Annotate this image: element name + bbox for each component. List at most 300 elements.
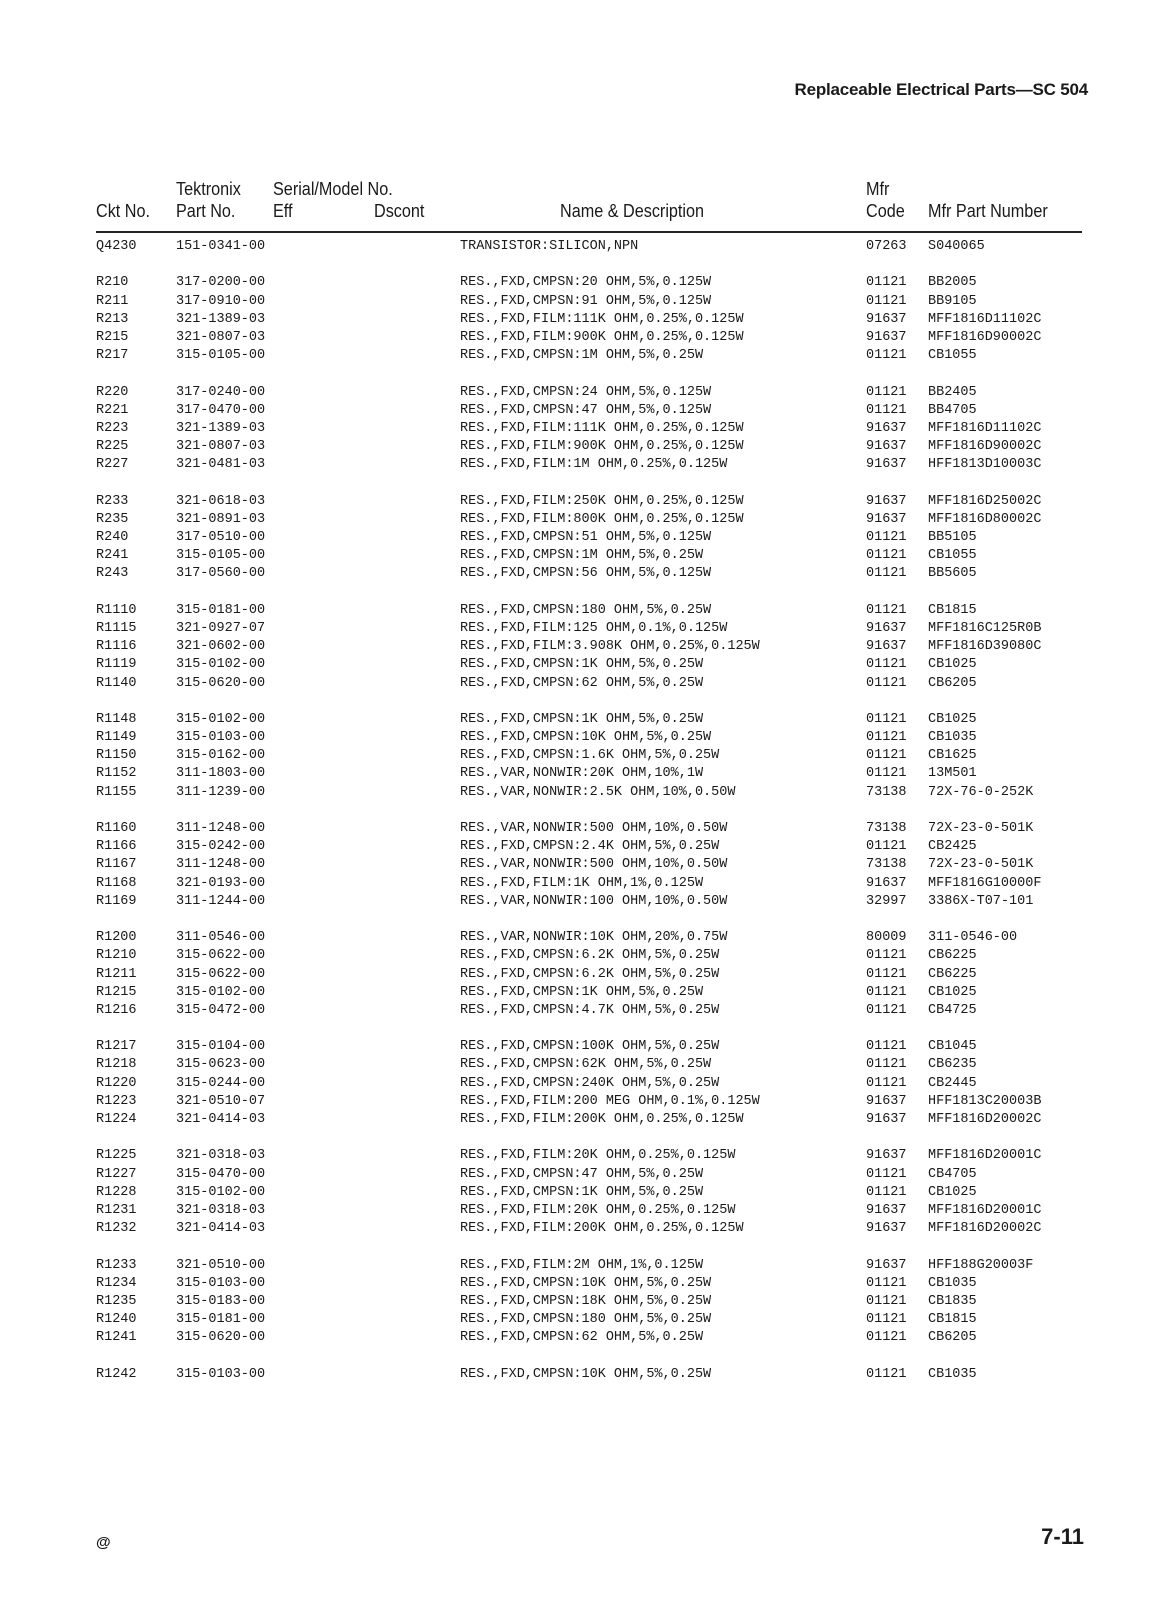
group-gap bbox=[96, 584, 137, 602]
cell-name-description: RES.,FXD,FILM:800K OHM,0.25%,0.125W bbox=[460, 511, 744, 527]
group-gap bbox=[176, 911, 265, 929]
cell-mfr-part-number: CB6225 bbox=[928, 966, 977, 982]
cell-ckt-no: R1220 bbox=[96, 1075, 137, 1091]
group-gap bbox=[96, 256, 137, 274]
cell-ckt-no: R1228 bbox=[96, 1184, 137, 1200]
cell-name-description: RES.,FXD,FILM:2M OHM,1%,0.125W bbox=[460, 1257, 704, 1273]
cell-tektronix-part-no: 315-0242-00 bbox=[176, 839, 266, 855]
cell-mfr-code: 01121 bbox=[866, 984, 907, 1000]
cell-tektronix-part-no: 317-0240-00 bbox=[176, 384, 266, 400]
cell-ckt-no: R1168 bbox=[96, 875, 137, 891]
cell-mfr-part-number: CB1625 bbox=[928, 748, 977, 764]
cell-mfr-part-number: BB2005 bbox=[928, 275, 977, 291]
cell-name-description: RES.,FXD,CMPSN:56 OHM,5%,0.125W bbox=[460, 566, 712, 582]
cell-mfr-code: 01121 bbox=[866, 384, 907, 400]
cell-mfr-part-number: 72X-76-0-252K bbox=[928, 784, 1034, 800]
cell-mfr-part-number: CB6225 bbox=[928, 948, 977, 964]
cell-mfr-code: 32997 bbox=[866, 893, 907, 909]
cell-tektronix-part-no: 315-0102-00 bbox=[176, 711, 266, 727]
cell-ckt-no: R1216 bbox=[96, 1002, 137, 1018]
cell-ckt-no: R1224 bbox=[96, 1112, 137, 1127]
cell-mfr-part-number: CB2425 bbox=[928, 839, 977, 855]
cell-mfr-part-number: HFF1813D10003C bbox=[928, 457, 1042, 473]
cell-tektronix-part-no: 311-1248-00 bbox=[176, 857, 266, 873]
cell-name-description: RES.,FXD,CMPSN:51 OHM,5%,0.125W bbox=[460, 530, 712, 545]
cell-tektronix-part-no: 321-0510-07 bbox=[176, 1093, 266, 1109]
cell-ckt-no: R1234 bbox=[96, 1275, 137, 1291]
group-gap bbox=[460, 474, 760, 492]
cell-tektronix-part-no: 315-0162-00 bbox=[176, 748, 266, 764]
cell-mfr-code: 01121 bbox=[866, 966, 907, 982]
cell-ckt-no: R1200 bbox=[96, 930, 137, 946]
cell-name-description: RES.,FXD,FILM:3.908K OHM,0.25%,0.125W bbox=[460, 639, 760, 655]
cell-tektronix-part-no: 315-0105-00 bbox=[176, 548, 266, 564]
cell-mfr-part-number: MFF1816G10000F bbox=[928, 875, 1042, 891]
cell-tektronix-part-no: 317-0510-00 bbox=[176, 530, 266, 545]
cell-name-description: RES.,VAR,NONWIR:10K OHM,20%,0.75W bbox=[460, 930, 728, 946]
cell-mfr-part-number: BB5605 bbox=[928, 566, 977, 582]
cell-mfr-code: 91637 bbox=[866, 493, 907, 509]
group-gap bbox=[96, 1347, 137, 1365]
cell-tektronix-part-no: 311-1239-00 bbox=[176, 784, 266, 800]
cell-ckt-no: R1217 bbox=[96, 1039, 137, 1055]
cell-mfr-code: 91637 bbox=[866, 511, 907, 527]
column-header-dscont: Dscont bbox=[374, 201, 425, 221]
cell-name-description: RES.,FXD,FILM:1M OHM,0.25%,0.125W bbox=[460, 457, 728, 473]
column-header-part-no: Part No. bbox=[176, 201, 236, 221]
cell-tektronix-part-no: 317-0560-00 bbox=[176, 566, 266, 582]
cell-tektronix-part-no: 317-0910-00 bbox=[176, 293, 266, 309]
cell-mfr-code: 01121 bbox=[866, 1293, 907, 1309]
cell-mfr-code: 91637 bbox=[866, 1221, 907, 1237]
cell-name-description: RES.,FXD,CMPSN:10K OHM,5%,0.25W bbox=[460, 1366, 712, 1382]
group-gap bbox=[176, 1129, 265, 1147]
cell-name-description: RES.,FXD,CMPSN:47 OHM,5%,0.25W bbox=[460, 1166, 704, 1182]
cell-tektronix-part-no: 315-0622-00 bbox=[176, 948, 266, 964]
cell-mfr-code: 91637 bbox=[866, 1112, 907, 1127]
cell-mfr-part-number: MFF1816D11102C bbox=[928, 420, 1042, 436]
cell-tektronix-part-no: 315-0102-00 bbox=[176, 657, 266, 673]
cell-tektronix-part-no: 321-0891-03 bbox=[176, 511, 266, 527]
group-gap bbox=[866, 1347, 907, 1365]
cell-tektronix-part-no: 321-0510-00 bbox=[176, 1257, 266, 1273]
cell-mfr-code: 01121 bbox=[866, 602, 907, 618]
cell-mfr-part-number: BB5105 bbox=[928, 530, 977, 545]
cell-tektronix-part-no: 311-1803-00 bbox=[176, 766, 266, 782]
cell-name-description: RES.,FXD,FILM:200 MEG OHM,0.1%,0.125W bbox=[460, 1093, 760, 1109]
group-gap bbox=[866, 474, 907, 492]
cell-name-description: RES.,FXD,FILM:20K OHM,0.25%,0.125W bbox=[460, 1148, 736, 1164]
cell-tektronix-part-no: 315-0472-00 bbox=[176, 1002, 266, 1018]
cell-tektronix-part-no: 315-0103-00 bbox=[176, 1366, 266, 1382]
cell-name-description: RES.,FXD,CMPSN:100K OHM,5%,0.25W bbox=[460, 1039, 720, 1055]
cell-mfr-code: 01121 bbox=[866, 293, 907, 309]
cell-ckt-no: R1152 bbox=[96, 766, 137, 782]
column-header-mfr-part-number: Mfr Part Number bbox=[928, 201, 1048, 221]
cell-mfr-part-number: 3386X-T07-101 bbox=[928, 893, 1034, 909]
cell-mfr-part-number: CB6235 bbox=[928, 1057, 977, 1073]
cell-mfr-part-number: CB4705 bbox=[928, 1166, 977, 1182]
cell-ckt-no: R1140 bbox=[96, 675, 137, 691]
cell-mfr-part-number: CB2445 bbox=[928, 1075, 977, 1091]
cell-name-description: RES.,FXD,CMPSN:62K OHM,5%,0.25W bbox=[460, 1057, 712, 1073]
cell-ckt-no: R1110 bbox=[96, 602, 137, 618]
cell-name-description: RES.,VAR,NONWIR:100 OHM,10%,0.50W bbox=[460, 893, 728, 909]
cell-ckt-no: R1241 bbox=[96, 1330, 137, 1346]
group-gap bbox=[96, 365, 137, 383]
group-gap bbox=[928, 1347, 1041, 1365]
page-number: 7-11 bbox=[1041, 1524, 1084, 1549]
cell-name-description: RES.,FXD,CMPSN:1.6K OHM,5%,0.25W bbox=[460, 748, 720, 764]
cell-name-description: RES.,FXD,CMPSN:1M OHM,5%,0.25W bbox=[460, 348, 704, 364]
cell-name-description: RES.,FXD,CMPSN:240K OHM,5%,0.25W bbox=[460, 1075, 720, 1091]
cell-name-description: RES.,FXD,CMPSN:24 OHM,5%,0.125W bbox=[460, 384, 712, 400]
cell-ckt-no: R225 bbox=[96, 439, 129, 455]
column-header-name-description: Name & Description bbox=[560, 201, 705, 221]
cell-tektronix-part-no: 321-0414-03 bbox=[176, 1221, 266, 1237]
cell-name-description: RES.,FXD,CMPSN:91 OHM,5%,0.125W bbox=[460, 293, 712, 309]
cell-name-description: RES.,FXD,CMPSN:4.7K OHM,5%,0.25W bbox=[460, 1002, 720, 1018]
cell-tektronix-part-no: 321-1389-03 bbox=[176, 420, 266, 436]
cell-mfr-code: 01121 bbox=[866, 402, 907, 418]
column-header-tektronix: Tektronix bbox=[176, 179, 241, 199]
cell-tektronix-part-no: 321-0807-03 bbox=[176, 329, 266, 345]
cell-mfr-part-number: CB1025 bbox=[928, 1184, 977, 1200]
cell-mfr-part-number: CB1055 bbox=[928, 548, 977, 564]
cell-tektronix-part-no: 321-0193-00 bbox=[176, 875, 266, 891]
cell-ckt-no: R220 bbox=[96, 384, 129, 400]
cell-ckt-no: R223 bbox=[96, 420, 129, 436]
group-gap bbox=[460, 802, 760, 820]
cell-mfr-code: 01121 bbox=[866, 1039, 907, 1055]
cell-name-description: RES.,FXD,CMPSN:180 OHM,5%,0.25W bbox=[460, 602, 712, 618]
cell-name-description: RES.,FXD,CMPSN:47 OHM,5%,0.125W bbox=[460, 402, 712, 418]
group-gap bbox=[96, 1238, 137, 1256]
cell-mfr-part-number: CB1025 bbox=[928, 711, 977, 727]
cell-mfr-code: 01121 bbox=[866, 675, 907, 691]
group-gap bbox=[866, 1020, 907, 1038]
cell-ckt-no: R1223 bbox=[96, 1093, 137, 1109]
cell-ckt-no: R213 bbox=[96, 311, 129, 327]
cell-mfr-code: 01121 bbox=[866, 1366, 907, 1382]
cell-tektronix-part-no: 315-0181-00 bbox=[176, 1312, 266, 1328]
group-gap bbox=[928, 911, 1041, 929]
cell-ckt-no: R1240 bbox=[96, 1312, 137, 1328]
cell-ckt-no: R1160 bbox=[96, 821, 137, 836]
cell-tektronix-part-no: 317-0200-00 bbox=[176, 275, 266, 291]
cell-mfr-part-number: CB4725 bbox=[928, 1002, 977, 1018]
cell-tektronix-part-no: 321-0481-03 bbox=[176, 457, 266, 473]
cell-name-description: RES.,FXD,CMPSN:10K OHM,5%,0.25W bbox=[460, 1275, 712, 1291]
group-gap bbox=[928, 584, 1041, 602]
column-header-mfr: Mfr bbox=[866, 179, 890, 199]
parts-column-code bbox=[866, 238, 907, 1384]
cell-ckt-no: R1233 bbox=[96, 1257, 137, 1273]
group-gap bbox=[176, 256, 265, 274]
group-gap bbox=[460, 911, 760, 929]
cell-ckt-no: R1218 bbox=[96, 1057, 137, 1073]
cell-tektronix-part-no: 321-0318-03 bbox=[176, 1202, 266, 1218]
cell-ckt-no: R1227 bbox=[96, 1166, 137, 1182]
cell-ckt-no: R1115 bbox=[96, 620, 137, 636]
cell-ckt-no: R211 bbox=[96, 293, 129, 309]
cell-tektronix-part-no: 315-0103-00 bbox=[176, 730, 266, 746]
cell-mfr-part-number: 72X-23-0-501K bbox=[928, 857, 1034, 873]
cell-mfr-part-number: CB1835 bbox=[928, 1293, 977, 1309]
group-gap bbox=[928, 802, 1041, 820]
group-gap bbox=[176, 802, 265, 820]
cell-mfr-part-number: MFF1816D39080C bbox=[928, 639, 1042, 655]
cell-tektronix-part-no: 321-0618-03 bbox=[176, 493, 266, 509]
cell-mfr-code: 01121 bbox=[866, 1166, 907, 1182]
group-gap bbox=[928, 693, 1041, 711]
cell-name-description: RES.,FXD,CMPSN:1K OHM,5%,0.25W bbox=[460, 657, 704, 673]
cell-name-description: RES.,FXD,CMPSN:10K OHM,5%,0.25W bbox=[460, 730, 712, 746]
group-gap bbox=[460, 1347, 760, 1365]
cell-ckt-no: R1211 bbox=[96, 966, 137, 982]
cell-ckt-no: R1169 bbox=[96, 893, 137, 909]
cell-mfr-code: 91637 bbox=[866, 875, 907, 891]
cell-mfr-part-number: MFF1816D25002C bbox=[928, 493, 1042, 509]
cell-mfr-code: 07263 bbox=[866, 239, 907, 254]
cell-mfr-part-number: BB4705 bbox=[928, 402, 977, 418]
cell-mfr-code: 91637 bbox=[866, 457, 907, 473]
group-gap bbox=[460, 584, 760, 602]
column-header-serial-model: Serial/Model No. bbox=[273, 179, 393, 199]
group-gap bbox=[460, 1129, 760, 1147]
parts-column-ckt bbox=[96, 238, 137, 1384]
cell-tektronix-part-no: 321-0927-07 bbox=[176, 620, 266, 636]
group-gap bbox=[176, 474, 265, 492]
cell-mfr-code: 91637 bbox=[866, 1257, 907, 1273]
group-gap bbox=[928, 1129, 1041, 1147]
cell-name-description: RES.,FXD,FILM:250K OHM,0.25%,0.125W bbox=[460, 493, 744, 509]
cell-mfr-code: 01121 bbox=[866, 730, 907, 746]
cell-tektronix-part-no: 151-0341-00 bbox=[176, 239, 266, 254]
cell-ckt-no: R241 bbox=[96, 548, 129, 564]
cell-mfr-part-number: MFF1816C125R0B bbox=[928, 620, 1042, 636]
cell-name-description: RES.,FXD,FILM:125 OHM,0.1%,0.125W bbox=[460, 620, 728, 636]
cell-ckt-no: R210 bbox=[96, 275, 129, 291]
cell-tektronix-part-no: 321-0807-03 bbox=[176, 439, 266, 455]
cell-mfr-code: 01121 bbox=[866, 766, 907, 782]
cell-mfr-part-number: MFF1816D20001C bbox=[928, 1202, 1042, 1218]
running-head: Replaceable Electrical Parts—SC 504 bbox=[794, 80, 1088, 99]
cell-name-description: RES.,VAR,NONWIR:20K OHM,10%,1W bbox=[460, 766, 704, 782]
cell-name-description: RES.,FXD,FILM:900K OHM,0.25%,0.125W bbox=[460, 329, 744, 345]
cell-name-description: RES.,FXD,CMPSN:6.2K OHM,5%,0.25W bbox=[460, 948, 720, 964]
group-gap bbox=[928, 474, 1041, 492]
group-gap bbox=[866, 802, 907, 820]
cell-tektronix-part-no: 315-0620-00 bbox=[176, 1330, 266, 1346]
parts-column-mfrpart bbox=[928, 238, 1041, 1384]
group-gap bbox=[96, 474, 137, 492]
cell-mfr-part-number: CB1035 bbox=[928, 730, 977, 746]
cell-name-description: RES.,FXD,CMPSN:1K OHM,5%,0.25W bbox=[460, 711, 704, 727]
cell-ckt-no: R1119 bbox=[96, 657, 137, 673]
column-header-code: Code bbox=[866, 201, 905, 221]
cell-mfr-code: 91637 bbox=[866, 311, 907, 327]
cell-mfr-part-number: CB1815 bbox=[928, 1312, 977, 1328]
cell-mfr-part-number: CB1045 bbox=[928, 1039, 977, 1055]
cell-name-description: RES.,VAR,NONWIR:2.5K OHM,10%,0.50W bbox=[460, 784, 736, 800]
cell-tektronix-part-no: 315-0104-00 bbox=[176, 1039, 266, 1055]
cell-mfr-part-number: HFF188G20003F bbox=[928, 1257, 1034, 1273]
cell-mfr-code: 01121 bbox=[866, 348, 907, 364]
group-gap bbox=[866, 584, 907, 602]
group-gap bbox=[96, 1020, 137, 1038]
cell-name-description: TRANSISTOR:SILICON,NPN bbox=[460, 239, 639, 254]
footer-mark: @ bbox=[96, 1534, 111, 1551]
cell-mfr-code: 01121 bbox=[866, 839, 907, 855]
cell-mfr-code: 01121 bbox=[866, 1075, 907, 1091]
cell-mfr-part-number: MFF1816D90002C bbox=[928, 329, 1042, 345]
cell-mfr-code: 01121 bbox=[866, 1184, 907, 1200]
cell-mfr-code: 01121 bbox=[866, 548, 907, 564]
cell-ckt-no: R1167 bbox=[96, 857, 137, 873]
group-gap bbox=[866, 693, 907, 711]
cell-tektronix-part-no: 315-0622-00 bbox=[176, 966, 266, 982]
group-gap bbox=[928, 365, 1041, 383]
cell-mfr-code: 01121 bbox=[866, 1312, 907, 1328]
group-gap bbox=[460, 365, 760, 383]
cell-mfr-part-number: CB1035 bbox=[928, 1275, 977, 1291]
cell-tektronix-part-no: 315-0183-00 bbox=[176, 1293, 266, 1309]
cell-mfr-part-number: CB1025 bbox=[928, 984, 977, 1000]
cell-mfr-code: 01121 bbox=[866, 275, 907, 291]
cell-name-description: RES.,VAR,NONWIR:500 OHM,10%,0.50W bbox=[460, 857, 728, 873]
cell-tektronix-part-no: 311-1244-00 bbox=[176, 893, 266, 909]
cell-tektronix-part-no: 317-0470-00 bbox=[176, 402, 266, 418]
group-gap bbox=[96, 1129, 137, 1147]
cell-tektronix-part-no: 315-0105-00 bbox=[176, 348, 266, 364]
cell-mfr-code: 91637 bbox=[866, 1148, 907, 1164]
cell-ckt-no: R1155 bbox=[96, 784, 137, 800]
cell-name-description: RES.,FXD,CMPSN:6.2K OHM,5%,0.25W bbox=[460, 966, 720, 982]
cell-name-description: RES.,FXD,CMPSN:62 OHM,5%,0.25W bbox=[460, 1330, 704, 1346]
cell-mfr-code: 73138 bbox=[866, 784, 907, 800]
cell-tektronix-part-no: 315-0623-00 bbox=[176, 1057, 266, 1073]
column-header-ckt-no: Ckt No. bbox=[96, 201, 151, 221]
group-gap bbox=[866, 365, 907, 383]
cell-tektronix-part-no: 311-1248-00 bbox=[176, 821, 266, 836]
cell-mfr-code: 01121 bbox=[866, 1330, 907, 1346]
cell-name-description: RES.,FXD,CMPSN:180 OHM,5%,0.25W bbox=[460, 1312, 712, 1328]
cell-tektronix-part-no: 311-0546-00 bbox=[176, 930, 266, 946]
group-gap bbox=[866, 1238, 907, 1256]
cell-ckt-no: R215 bbox=[96, 329, 129, 345]
cell-name-description: RES.,VAR,NONWIR:500 OHM,10%,0.50W bbox=[460, 821, 728, 836]
group-gap bbox=[176, 693, 265, 711]
cell-tektronix-part-no: 315-0103-00 bbox=[176, 1275, 266, 1291]
cell-mfr-part-number: S040065 bbox=[928, 239, 985, 254]
cell-tektronix-part-no: 315-0244-00 bbox=[176, 1075, 266, 1091]
cell-mfr-part-number: MFF1816D20002C bbox=[928, 1221, 1042, 1237]
cell-name-description: RES.,FXD,FILM:111K OHM,0.25%,0.125W bbox=[460, 311, 744, 327]
column-header-eff: Eff bbox=[273, 201, 293, 221]
cell-mfr-code: 01121 bbox=[866, 748, 907, 764]
cell-ckt-no: R1148 bbox=[96, 711, 137, 727]
cell-name-description: RES.,FXD,CMPSN:1M OHM,5%,0.25W bbox=[460, 548, 704, 564]
cell-mfr-code: 01121 bbox=[866, 530, 907, 545]
cell-ckt-no: R235 bbox=[96, 511, 129, 527]
cell-mfr-part-number: 72X-23-0-501K bbox=[928, 821, 1034, 836]
cell-mfr-part-number: CB1025 bbox=[928, 657, 977, 673]
cell-ckt-no: R217 bbox=[96, 348, 129, 364]
cell-mfr-part-number: MFF1816D80002C bbox=[928, 511, 1042, 527]
parts-column-desc bbox=[460, 238, 760, 1384]
cell-tektronix-part-no: 321-0318-03 bbox=[176, 1148, 266, 1164]
cell-ckt-no: R1242 bbox=[96, 1366, 137, 1382]
cell-mfr-code: 91637 bbox=[866, 439, 907, 455]
group-gap bbox=[460, 256, 760, 274]
cell-mfr-code: 91637 bbox=[866, 639, 907, 655]
cell-name-description: RES.,FXD,FILM:200K OHM,0.25%,0.125W bbox=[460, 1221, 744, 1237]
cell-tektronix-part-no: 315-0102-00 bbox=[176, 1184, 266, 1200]
cell-name-description: RES.,FXD,FILM:20K OHM,0.25%,0.125W bbox=[460, 1202, 736, 1218]
cell-name-description: RES.,FXD,FILM:200K OHM,0.25%,0.125W bbox=[460, 1112, 744, 1127]
cell-ckt-no: R1210 bbox=[96, 948, 137, 964]
cell-name-description: RES.,FXD,CMPSN:20 OHM,5%,0.125W bbox=[460, 275, 712, 291]
cell-ckt-no: R1225 bbox=[96, 1148, 137, 1164]
cell-mfr-code: 01121 bbox=[866, 566, 907, 582]
cell-mfr-part-number: MFF1816D90002C bbox=[928, 439, 1042, 455]
cell-ckt-no: R227 bbox=[96, 457, 129, 473]
cell-mfr-part-number: 13M501 bbox=[928, 766, 977, 782]
cell-name-description: RES.,FXD,CMPSN:18K OHM,5%,0.25W bbox=[460, 1293, 712, 1309]
cell-tektronix-part-no: 321-1389-03 bbox=[176, 311, 266, 327]
cell-ckt-no: R221 bbox=[96, 402, 129, 418]
cell-mfr-part-number: BB2405 bbox=[928, 384, 977, 400]
cell-mfr-code: 01121 bbox=[866, 657, 907, 673]
group-gap bbox=[176, 1020, 265, 1038]
cell-mfr-part-number: MFF1816D20001C bbox=[928, 1148, 1042, 1164]
cell-mfr-part-number: MFF1816D11102C bbox=[928, 311, 1042, 327]
cell-name-description: RES.,FXD,CMPSN:2.4K OHM,5%,0.25W bbox=[460, 839, 720, 855]
cell-mfr-part-number: CB6205 bbox=[928, 675, 977, 691]
cell-ckt-no: R1235 bbox=[96, 1293, 137, 1309]
cell-mfr-part-number: CB1815 bbox=[928, 602, 977, 618]
cell-name-description: RES.,FXD,FILM:900K OHM,0.25%,0.125W bbox=[460, 439, 744, 455]
cell-mfr-code: 91637 bbox=[866, 620, 907, 636]
cell-mfr-part-number: HFF1813C20003B bbox=[928, 1093, 1042, 1109]
parts-column-part bbox=[176, 238, 265, 1384]
cell-mfr-code: 73138 bbox=[866, 821, 907, 836]
cell-ckt-no: R1166 bbox=[96, 839, 137, 855]
cell-mfr-code: 91637 bbox=[866, 1093, 907, 1109]
cell-tektronix-part-no: 321-0602-00 bbox=[176, 639, 266, 655]
cell-name-description: RES.,FXD,FILM:1K OHM,1%,0.125W bbox=[460, 875, 704, 891]
cell-ckt-no: R1116 bbox=[96, 639, 137, 655]
cell-name-description: RES.,FXD,CMPSN:1K OHM,5%,0.25W bbox=[460, 984, 704, 1000]
group-gap bbox=[928, 256, 1041, 274]
cell-mfr-part-number: CB6205 bbox=[928, 1330, 977, 1346]
cell-mfr-code: 91637 bbox=[866, 1202, 907, 1218]
cell-mfr-code: 80009 bbox=[866, 930, 907, 946]
group-gap bbox=[866, 911, 907, 929]
group-gap bbox=[96, 911, 137, 929]
group-gap bbox=[96, 693, 137, 711]
group-gap bbox=[866, 1129, 907, 1147]
cell-mfr-code: 01121 bbox=[866, 1057, 907, 1073]
cell-mfr-part-number: CB1035 bbox=[928, 1366, 977, 1382]
group-gap bbox=[928, 1020, 1041, 1038]
group-gap bbox=[96, 802, 137, 820]
cell-ckt-no: R233 bbox=[96, 493, 129, 509]
group-gap bbox=[460, 693, 760, 711]
cell-tektronix-part-no: 315-0470-00 bbox=[176, 1166, 266, 1182]
group-gap bbox=[176, 1347, 265, 1365]
